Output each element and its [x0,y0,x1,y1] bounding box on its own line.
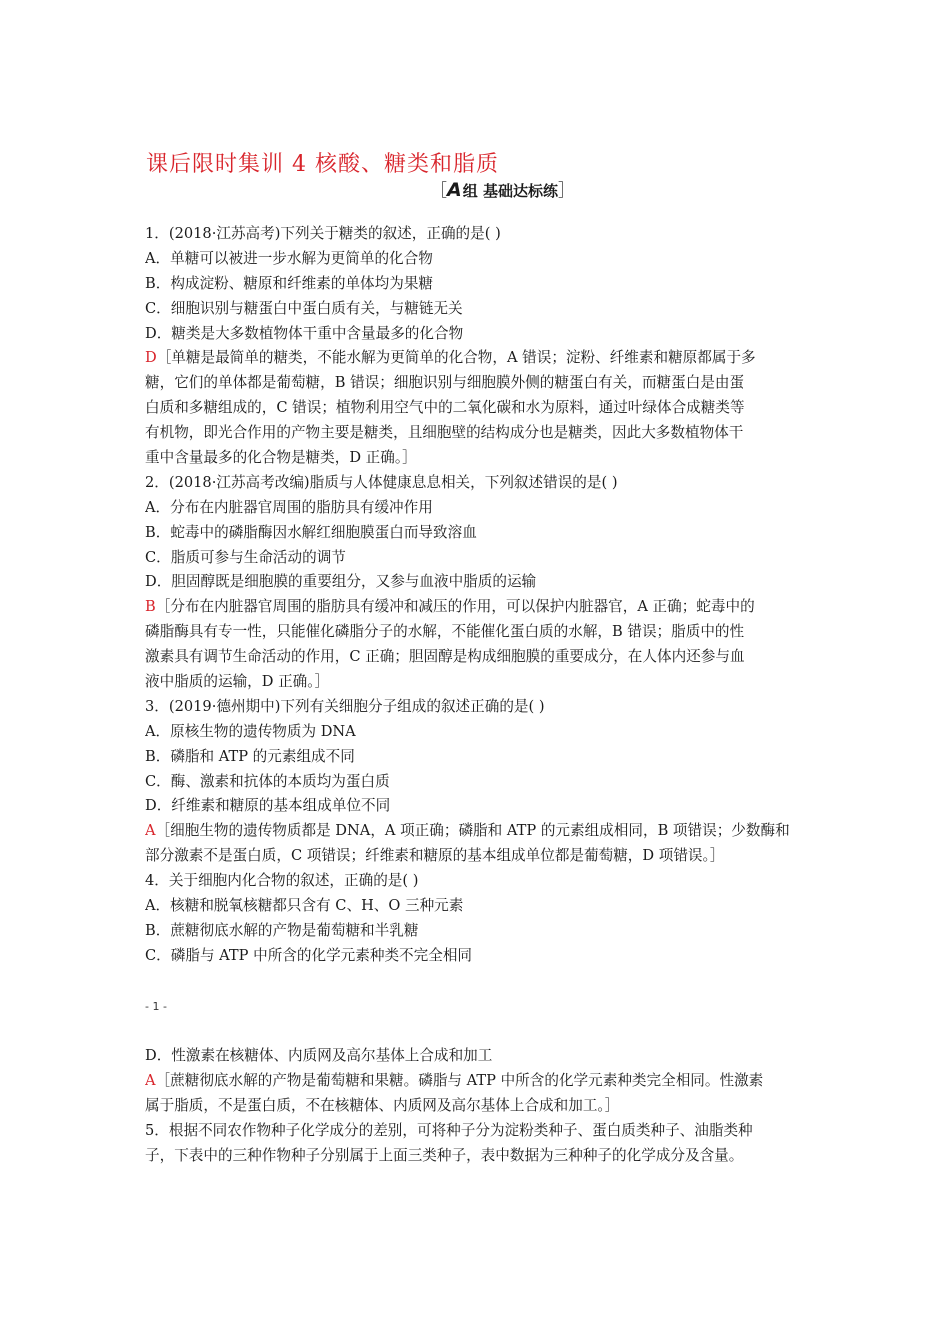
line-text: 属于脂质，不是蛋白质，不在核糖体、内质网及高尔基体上合成和加工。］ [145,1096,620,1114]
text-line [145,222,810,247]
line-text: 有机物，即光合作用的产物主要是糖类，且细胞壁的结构成分也是糖类，因此大多数植物体干 [145,424,744,442]
line-text: C．细胞识别与糖蛋白中蛋白质有关，与糖链无关 [145,299,463,317]
line-text: C．酶、激素和抗体的本质均为蛋白质 [145,772,390,790]
answer-letter: A [145,822,156,840]
line-text: B．蔗糖彻底水解的产物是葡萄糖和半乳糖 [145,921,419,939]
answer-letter: A [145,1071,156,1089]
line-text: 1．(2018·江苏高考)下列关于糖类的叙述，正确的是( ) [145,225,501,242]
text-line [145,944,810,969]
line-text: 子，下表中的三种作物种子分别属于上面三类种子，表中数据为三种种子的化学成分及含量。 [145,1146,744,1164]
line-text: ［分布在内脏器官周围的脂肪具有缓冲和减压的作用，可以保护内脏器官，A 正确；蛇毒中的 [155,598,755,616]
text-line [145,894,810,919]
text-line [145,1094,810,1119]
text-line [145,371,810,396]
page-title: 课后限时集训 4 核酸、糖类和脂质 [146,152,499,177]
text-line [145,794,810,819]
line-text: D．纤维素和糖原的基本组成单位不同 [145,797,391,815]
text-line [145,421,810,446]
text-line [145,620,810,645]
line-text: 磷脂酶具有专一性，只能催化磷脂分子的水解，不能催化蛋白质的水解，B 错误；脂质中的性 [145,623,745,641]
text-line [145,247,810,272]
line-text: 激素具有调节生命活动的作用，C 正确；胆固醇是构成细胞膜的重要成分，在人体内还参与血 [145,648,745,666]
page-1-body [145,222,810,969]
badge-group-letter: A [447,179,462,201]
text-line [145,1119,810,1144]
line-text: 2．(2018·江苏高考改编)脂质与人体健康息息相关，下列叙述错误的是( ) [145,473,618,491]
line-text: ［细胞生物的遗传物质都是 DNA，A 项正确；磷脂和 ATP 的元素组成相同，B 项错误；少数酶和 [155,822,790,840]
page-number: - 1 - [145,1000,167,1013]
badge-close-bracket: ］ [557,181,575,201]
line-text: 部分激素不是蛋白质，C 项错误；纤维素和糖原的基本组成单位都是葡萄糖，D 项错误。］ [145,847,725,865]
text-line [145,720,810,745]
text-line [145,570,810,595]
line-text: C．磷脂与 ATP 中所含的化学元素种类不完全相同 [145,946,473,964]
answer-letter: B [145,598,156,616]
line-text: A．分布在内脏器官周围的脂肪具有缓冲作用 [145,498,433,516]
line-text: A．原核生物的遗传物质为 DNA [145,722,356,740]
line-text: 白质和多糖组成的，C 错误；植物利用空气中的二氧化碳和水为原料，通过叶绿体合成糖类等 [145,399,745,417]
line-text: 糖，它们的单体都是葡萄糖，B 错误；细胞识别与细胞膜外侧的糖蛋白有关，而糖蛋白是由蛋 [145,374,745,392]
text-line [145,919,810,944]
text-line [145,770,810,795]
text-line [145,471,810,496]
text-line [145,595,810,620]
section-badge [430,176,575,201]
line-text: A．单糖可以被进一步水解为更简单的化合物 [145,249,433,267]
text-line [145,670,810,695]
line-text: D．糖类是大多数植物体干重中含量最多的化合物 [145,324,464,342]
text-line [145,521,810,546]
page-2-body [145,1044,810,1168]
badge-label: 组 基础达标练 [462,182,558,200]
answer-letter: D [145,349,157,367]
line-text: ［单糖是最简单的糖类，不能水解为更简单的化合物，A 错误；淀粉、纤维素和糖原都属于多 [156,349,756,367]
line-text: D．性激素在核糖体、内质网及高尔基体上合成和加工 [145,1047,493,1064]
line-text: 4．关于细胞内化合物的叙述，正确的是( ) [145,872,419,890]
line-text: ［蔗糖彻底水解的产物是葡萄糖和果糖。磷脂与 ATP 中所含的化学元素种类完全相同。性激素 [155,1071,764,1089]
text-line [145,1144,810,1169]
text-line [145,695,810,720]
text-line [145,496,810,521]
text-line [145,645,810,670]
text-line [145,1069,810,1094]
text-line [145,546,810,571]
text-line [145,396,810,421]
text-line [145,844,810,869]
text-line [145,745,810,770]
text-line [145,346,810,371]
text-line [145,322,810,347]
text-line [145,446,810,471]
text-line [145,1044,810,1069]
line-text: B．构成淀粉、糖原和纤维素的单体均为果糖 [145,274,434,292]
line-text: 5．根据不同农作物种子化学成分的差别，可将种子分为淀粉类种子、蛋白质类种子、油脂类种 [145,1121,753,1139]
text-line [145,272,810,297]
line-text: D．胆固醇既是细胞膜的重要组分，又参与血液中脂质的运输 [145,573,537,591]
text-line [145,869,810,894]
line-text: 液中脂质的运输，D 正确。］ [145,673,330,691]
badge-open-bracket: ［ [430,181,447,201]
line-text: C．脂质可参与生命活动的调节 [145,548,346,566]
text-line [145,819,810,844]
line-text: B．蛇毒中的磷脂酶因水解红细胞膜蛋白而导致溶血 [145,523,477,541]
text-line [145,297,810,322]
line-text: A．核糖和脱氧核糖都只含有 C、H、O 三种元素 [145,897,464,915]
line-text: B．磷脂和 ATP 的元素组成不同 [145,747,355,765]
line-text: 3．(2019·德州期中)下列有关细胞分子组成的叙述正确的是( ) [145,697,545,715]
line-text: 重中含量最多的化合物是糖类，D 正确。］ [145,449,417,467]
